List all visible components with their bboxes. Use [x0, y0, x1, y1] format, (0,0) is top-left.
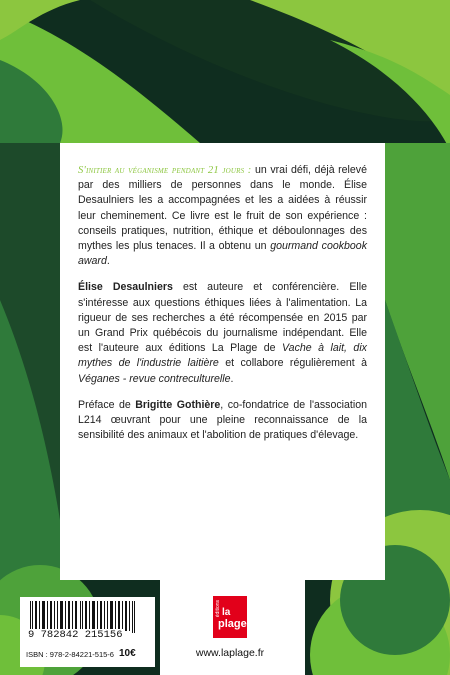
description-paragraph	[78, 163, 367, 269]
author-text: est auteure et conférencière. Elle s'intéresse aux questions éthiques liées à l'alimentation. La rigueur de ses recherches a été récompensée en 2015 par un Grand Prix québécois du journalisme indépendant. Elle est l'auteure aux éditions La Plage de	[78, 281, 367, 355]
back-cover-text	[78, 163, 367, 454]
publisher-logo	[213, 596, 247, 638]
author-end: .	[230, 372, 234, 385]
preface-text: , co-fondatrice de l'association L214 œuvrant pour une pleine reconnaissance de la sensibilité des animaux et l'abolition de pratiques d'élevage.	[78, 398, 367, 442]
preface-label: Préface de	[78, 398, 136, 411]
book-title: Vache à lait, dix mythes de l'industrie laitière	[78, 342, 367, 370]
description-end: .	[106, 255, 110, 268]
logo-editions: éditions	[215, 600, 221, 618]
preface-author: Brigitte Gothière	[135, 398, 221, 411]
isbn-text: ISBN : 978-2-84221-515-6	[26, 650, 114, 659]
barcode-area	[20, 597, 155, 667]
publisher-url[interactable]: www.laplage.fr	[195, 647, 265, 659]
author-name: Élise Desaulniers	[78, 281, 173, 294]
author-text-2: et collabore régulièrement à	[218, 357, 368, 370]
price-text: 10€	[119, 648, 136, 659]
award-name: gourmand cookbook award	[78, 240, 367, 268]
logo-la: la	[222, 607, 231, 618]
magazine-title: Véganes - revue contreculturelle	[78, 372, 231, 385]
logo-plage: plage	[218, 618, 247, 630]
barcode-number: 9 782842 215156	[28, 629, 123, 641]
author-paragraph	[78, 280, 367, 386]
preface-paragraph	[78, 398, 367, 444]
highlight-title: S'initier au véganisme pendant 21 jours :	[78, 165, 252, 176]
description-text: un vrai défi, déjà relevé par des milliers de personnes dans le monde. Élise Desaulniers les a accompagnées et les a aidées à réussir leur cheminement. Ce livre est le fruit de son expérience : conseils pratiques, nutrition, éthique et déboulonnages des mythes les plus tenaces. Il a obtenu un	[78, 164, 367, 253]
